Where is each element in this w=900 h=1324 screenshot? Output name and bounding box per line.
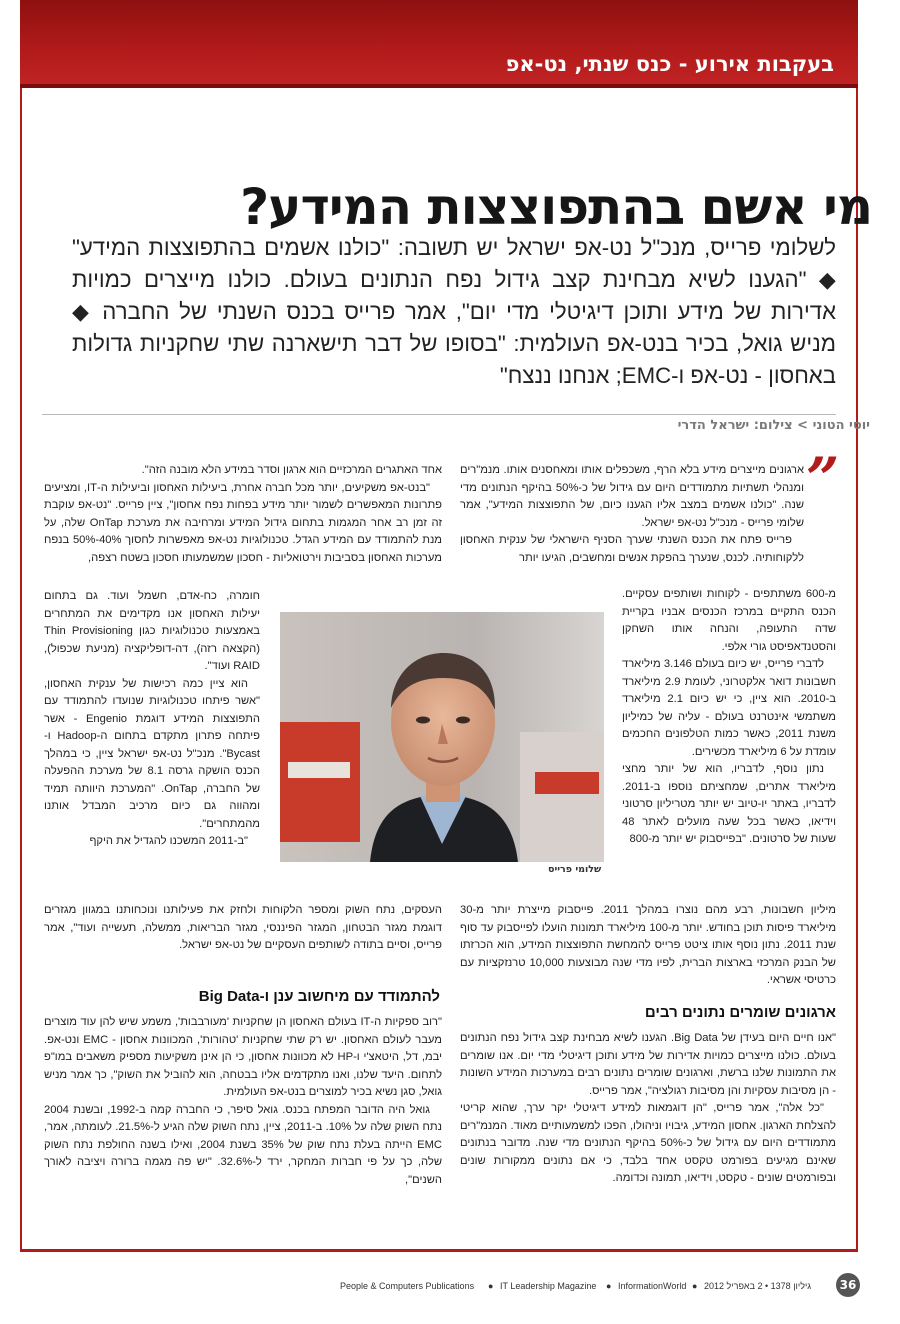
right-column-section	[460, 1030, 836, 1220]
body-paragraph: נתון נוסף, לדבריו, הוא של יותר מחצי מיליארד אתרים, שמחציתם נוספו ב-2011. לדבריו, באתר יו-טיוב יש יותר מטריליון סרטוני וידיאו, כאשר בכל שעה מועלים לאתר 48 שעות של סרטונים. "בפייסבוק יש יותר מ-800	[622, 763, 836, 845]
body-paragraph: הוא ציין כמה רכישות של ענקית האחסון, "אשר פיתחו טכנולוגיות שנועדו להתמודד עם התפוצצות המידע דוגמת Engenio - אשר פיתחה פתרון מתקדם בתחום ה-Hadoop ו-Bycast". מנכ"ל נט-אפ ישראל ציין, כי במהלך הכנס הושקה גרסה 8.1 של מערכת ההפעלה של החברה, OnTap. "המערכת היוותה תמיד ומהווה גם כיום מרכיב המבדל אותנו מהמתחרים".	[44, 677, 260, 830]
photo-caption: שלומי פרייס	[548, 864, 602, 875]
header-band	[20, 0, 858, 88]
body-paragraph: "בנט-אפ משקיעים, יותר מכל חברה אחרת, ביעילות האחסון וביעילות ה-IT, ומציעים פתרונות המאפשרים לשמור יותר מידע בפחות נפח אחסון", ציין פרייס. "נט-אפ עוקבת זה זמן רב אחר המגמות בתחום גידול המידע ומרחיבה את מערכת OnTap שלה, על מנת להתמודד עם המידע הגדל. טכנולוגיות נט-אפ מאפשרות לחסוך 40%-50% בנפח מערכות האחסון בסביבות וירטואליות - חסכון שמשמעותו חסכון בשטח רצפה,	[44, 481, 442, 564]
body-paragraph: "רוב ספקיות ה-IT בעולם האחסון הן שחקניות 'מעורבבות', משמע שיש להן עוד מוצרים מעבר לעולם האחסון. יש רק שתי שחקניות 'טהורות', המכוונות אחסון - EMC ונט-אפ. יבמ, דל, היטאצ'י ו-HP לא מכוונות אחסון, כי הן אינן משקיעות מספיק משאבים במו"פ לתחום. היעד שלנו, ואנו מתקדמים אליו בבטחה, הוא להוביל את השוק", כך אמר מניש גואל, סגן נשיא בכיר למוצרים בנט-אפ העולמית.	[44, 1016, 442, 1098]
footer-publisher: People & Computers Publications	[340, 1281, 475, 1291]
body-paragraph: "אנו חיים היום בעידן של Big Data. הגענו לשיא מבחינת קצב גידול נפח הנתונים בעולם. כולנו מייצרים כמויות אדירות של מידע ותוכן דיגיטלי מדי יום. אנו שומרים את התמונות שלנו ברשת, וארגונים שומרים נתונים רבים במערכות המידע השונות - הן מסיבות עסקיות והן מסיבות רגולציה", אמר פרייס.	[460, 1032, 836, 1097]
body-paragraph: מיליון חשבונות, רבע מהם נוצרו במהלך 2011. פייסבוק מייצרת יותר מ-30 מיליארד פיסות תוכן בחודש. יותר מ-100 מיליארד תמונות הועלו לפייסבוק עד סוף שנת 2011. נתון נוסף אותו ציטט פרייס להמחשת התפוצצות המידע, הוא הכרזתו של הבנק המרכזי בארצות הברית, לפיו מדי שנה מבוצעות 10,000 טרנזקציות עם כרטיסי אשראי.	[460, 904, 836, 986]
left-column-bottom	[44, 902, 442, 976]
footer-bullet: ●	[488, 1281, 494, 1291]
left-column-middle	[44, 588, 260, 894]
body-paragraph: "כל אלה", אמר פרייס, "הן דוגמאות למידע דיגיטלי יקר ערך, שהוא קריטי להצלחת הארגון. אחסון המידע, גיבויו וניהולו, הפכו למשמעותיים מאוד. המנמ"רים מתמודדים היום עם גידול של כ-50% בהיקף הנתונים מדי שנה. מדובר בנתונים שאינם מגיעים בפורמט טקסט אחד בלבד, כי אם נתונים ממקורות שונים ובפורמטים שונים - טקסט, וידיאו, תמונה וכדומה.	[460, 1102, 836, 1184]
portrait-photo	[280, 612, 604, 862]
body-paragraph: לדברי פרייס, יש כיום בעולם 3.146 מיליארד חשבונות דואר אלקטרוני, לעומת 2.9 מיליארד ב-2010. הוא ציין, כי יש כיום 2.1 מיליארד משתמשי אינטרנט בעולם - עליה של כמיליון משנת 2011, כאשר כמות הטלפונים החכמים עומדת על 6 מיליארד מכשירים.	[622, 658, 836, 758]
footer-bullet: ●	[692, 1281, 698, 1291]
right-column-middle	[622, 586, 836, 902]
body-paragraph: "ב-2011 המשכנו להגדיל את היקף	[89, 835, 248, 847]
body-paragraph: גואל היה הדובר המפתח בכנס. גואל סיפר, כי החברה קמה ב-1992, ובשנת 2004 נתח השוק שלה על 10%. ב-2011, ציין, נתח השוק שלה הגיע ל-21.5%. לעומתה, אמר, EMC הייתה בעלת נתח שוק של 35% בשנת 2004, ואילו בשנה החולפת נתח השוק שלה, כך על פי חברות המחקר, ירד ל-32.6%. "יש פה מגמה ברורה ויציבה לאורך השנים",	[44, 1103, 442, 1186]
byline-divider	[42, 414, 836, 415]
right-column-top	[460, 462, 804, 586]
body-paragraph: פרייס פתח את הכנס השנתי שערך הסניף הישראלי של ענקית האחסון ללקוחותיה. לכנס, שנערך בהפקת אנשים ומחשבים, הגיעו יותר	[460, 534, 804, 564]
page-number: 36	[836, 1273, 860, 1297]
left-column-section	[44, 1014, 442, 1220]
quote-mark-icon: ”	[806, 445, 840, 513]
byline: יוסי הטוני > צילום: ישראל הדרי	[677, 418, 870, 433]
left-column-top	[44, 462, 442, 586]
footer-magazine: IT Leadership Magazine	[500, 1281, 597, 1291]
footer-site: InformationWorld	[618, 1281, 687, 1291]
body-paragraph: העסקים, נתח השוק ומספר הלקוחות ולחזק את פעילותנו ונוכחותנו במגוון מגזרים דוגמת מגזר הבטחון, המגזר הפיננסי, מגזר הבריאות, ממשלה, תעשייה ועוד", אמר פרייס, וסיים בתודה לשותפים העסקיים של נט-אפ ישראל.	[44, 904, 442, 951]
footer-bullet: ●	[606, 1281, 612, 1291]
body-paragraph: ארגונים מייצרים מידע בלא הרף, משכפלים אותו ומאחסנים אותו. מנמ"רים ומנהלי תשתיות מתמודדים היום עם גידול של כ-50% בהיקף הנתונים מדי שנה. "כולנו אשמים במצב אליו הגענו כיום, של התפוצצות המידע", אמר שלומי פרייס - מנכ"ל נט-אפ ישראל.	[460, 464, 804, 529]
bottom-rule	[20, 1249, 858, 1252]
article-deck: לשלומי פרייס, מנכ"ל נט-אפ ישראל יש תשובה: "כולנו אשמים בהתפוצצות המידע" ◆ "הגענו לשיא מבחינת קצב גידול נפח הנתונים בעולם. כולנו מייצרים כמויות אדירות של מידע ותוכן דיגיטלי מדי יום", אמר פרייס בכנס השנתי של החברה ◆ מניש גואל, בכיר בנט-אפ העולמית: "בסופו של דבר תישארנה שתי שחקניות גדולות באחסון - נט-אפ ו-EMC; אנחנו ננצח"	[72, 235, 836, 388]
body-paragraph: חומרה, כח-אדם, חשמל ועוד. גם בתחום יעילות האחסון אנו מקדימים את המתחרים באמצעות טכנולוגיות כגון Thin Provisioning (הקצאה רזה), דה-דופליקציה (מניעת שכפול), RAID ועוד".	[44, 590, 260, 672]
footer-issue: גיליון 1378 • 2 באפריל 2012	[704, 1281, 812, 1291]
subhead-left: להתמודד עם מיחשוב ענן ו-Big Data	[198, 988, 440, 1005]
subhead-right: ארגונים שומרים נתונים רבים	[644, 1004, 836, 1021]
right-column-bottom	[460, 902, 836, 994]
headline: מי אשם בהתפוצצות המידע?	[240, 178, 872, 236]
body-paragraph: מ-600 משתתפים - לקוחות ושותפים עסקיים. הכנס התקיים במרכז הכנסים אבניו בקריית שדה התעופה, והנחה אותו השחקן והסטנדאפיסט גורי אלפי.	[622, 588, 836, 653]
body-paragraph: אחד האתגרים המרכזיים הוא ארגון וסדר במידע הלא מובנה הזה".	[141, 464, 442, 476]
section-label: בעקבות אירוע - כנס שנתי, נט-אפ	[505, 52, 834, 76]
page-footer	[340, 1276, 858, 1298]
